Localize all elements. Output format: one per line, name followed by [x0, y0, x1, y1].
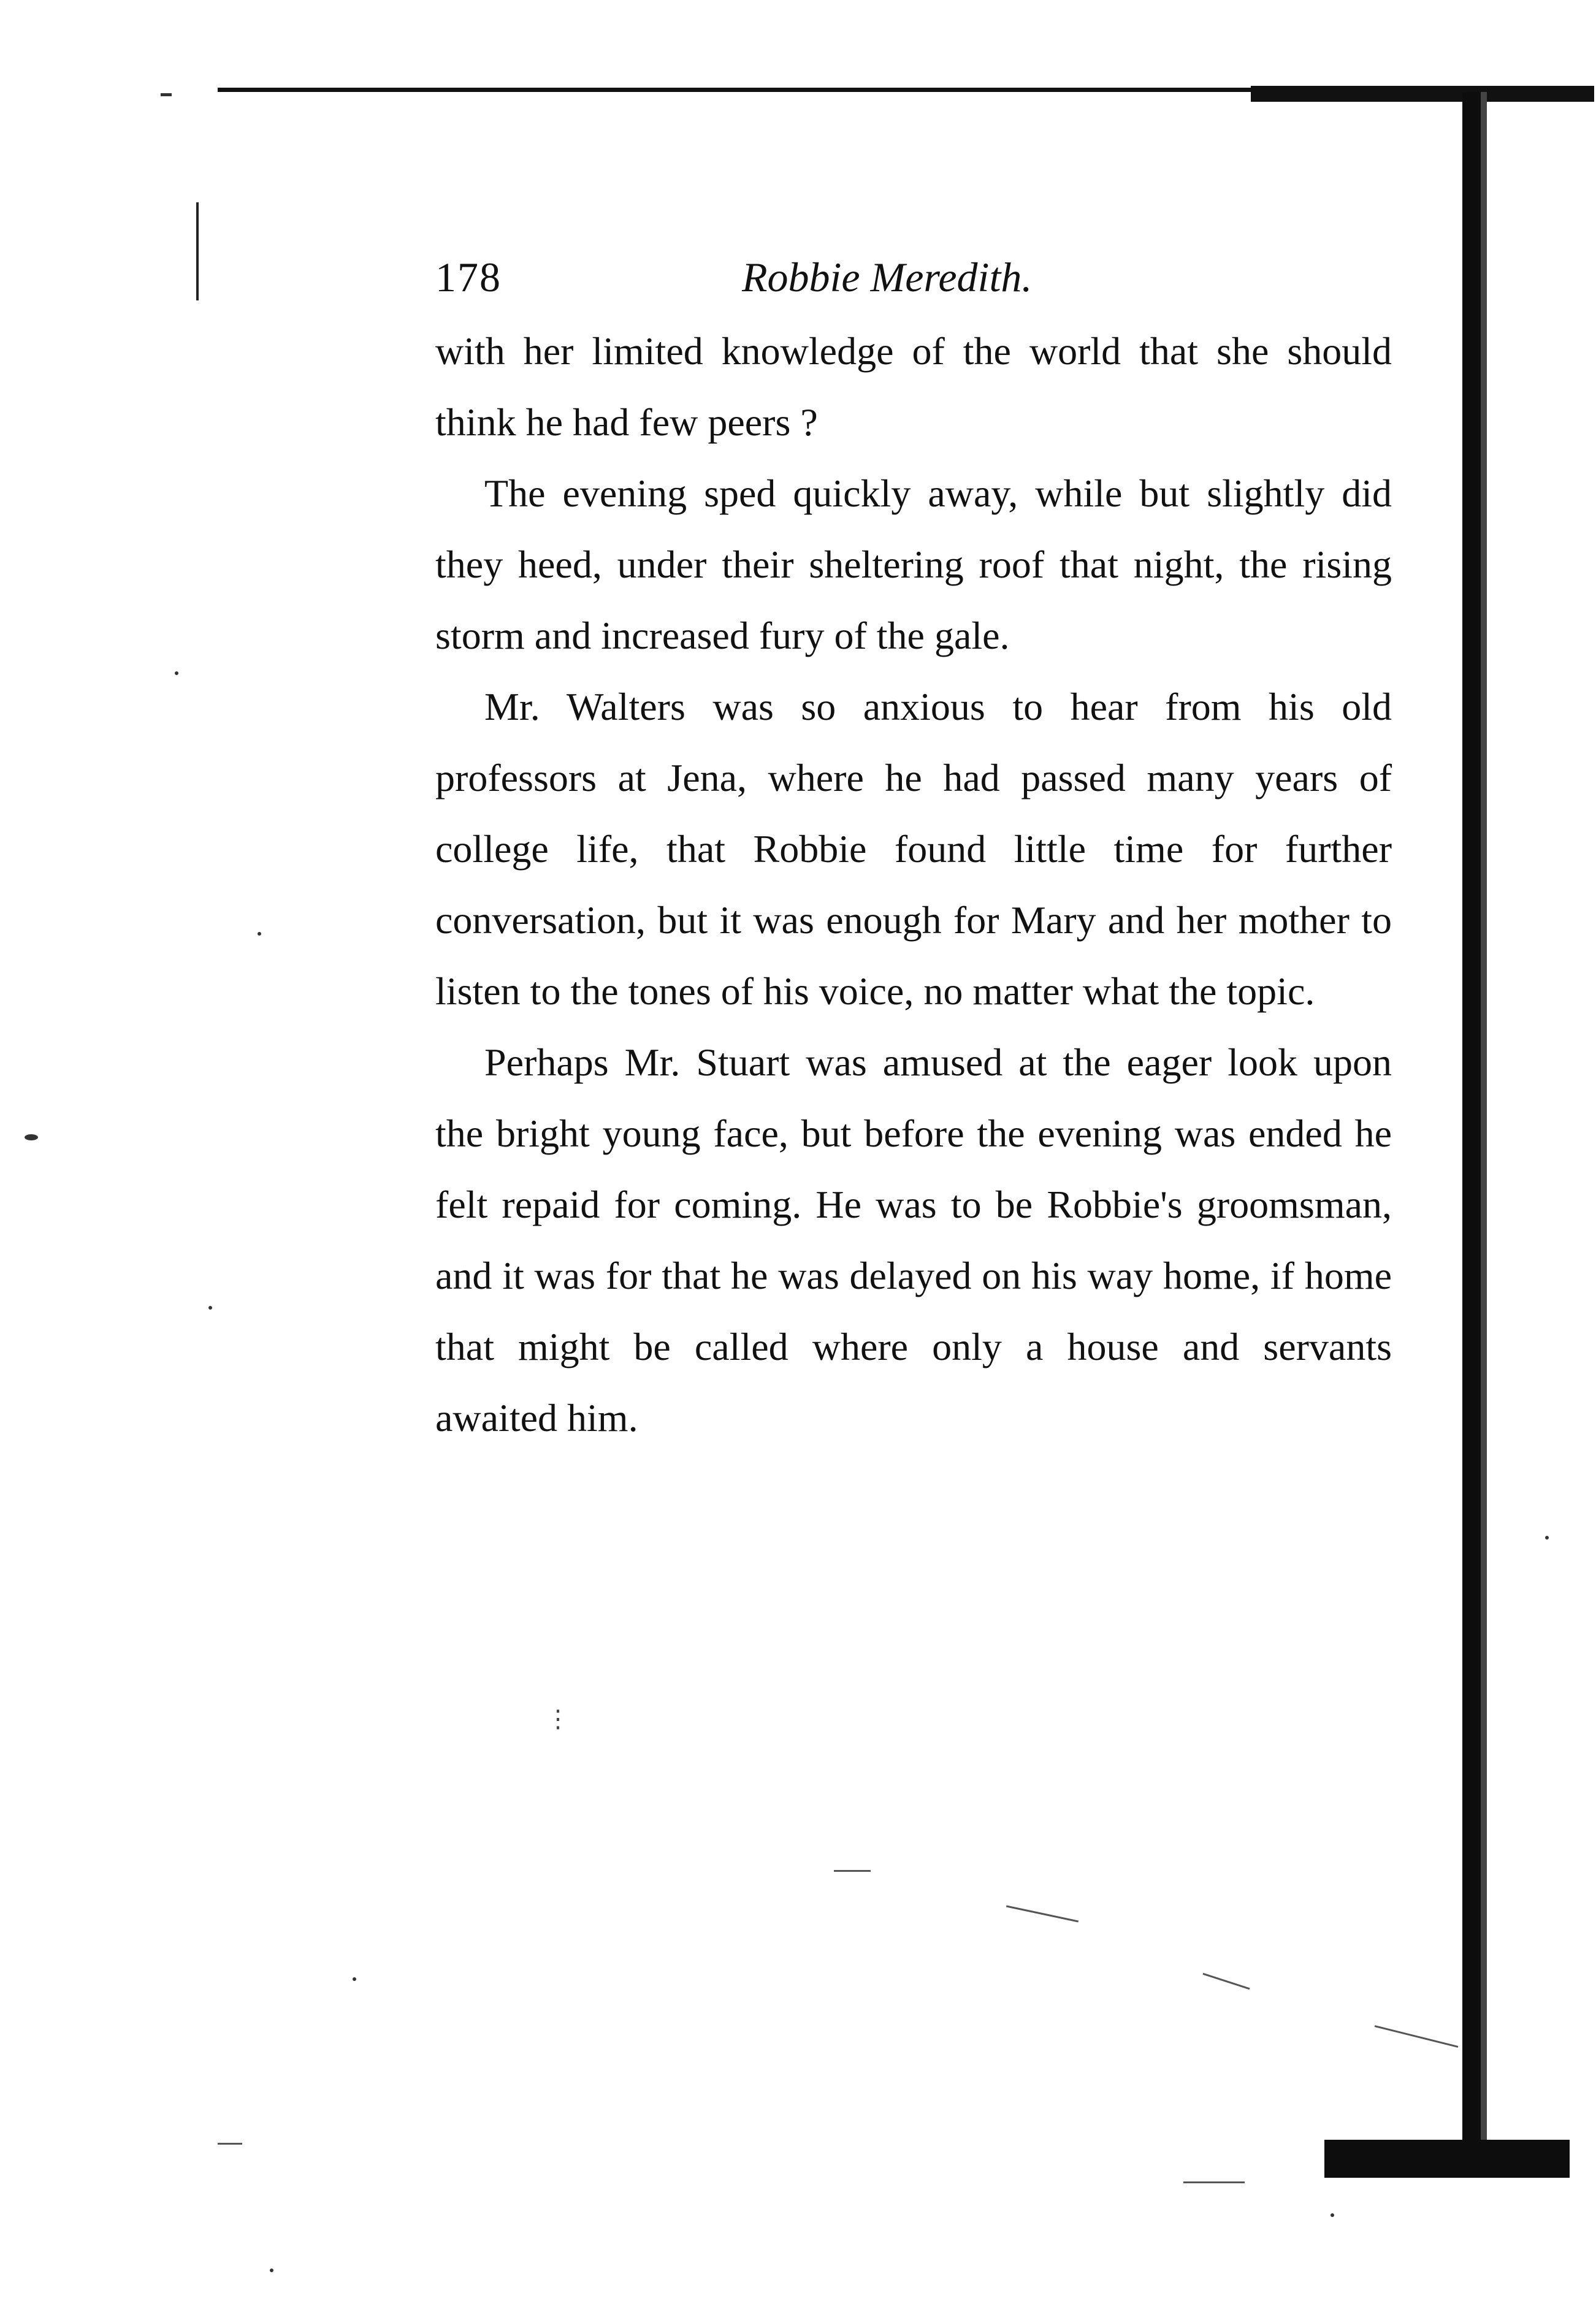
page-number: 178: [435, 254, 502, 300]
paragraph: Mr. Walters was so anxious to hear from his old professors at Jena, where he had passed many years of college life, that Robbie found little time for further conversation, but it was enough for Mary and her mother to listen to the tones of his voice, no matter what the topic.: [435, 685, 1392, 1013]
page-header: [435, 242, 1392, 316]
scan-dash: [1375, 2025, 1459, 2048]
binding-spine-shadow: [1481, 92, 1487, 2140]
paragraph: The evening sped quickly away, while but slightly did they heed, under their sheltering roof that night, the rising storm and increased fury of the gale.: [435, 471, 1392, 657]
book-page: [435, 242, 1392, 1454]
scan-dash: [1006, 1906, 1079, 1923]
scan-dash: [834, 1870, 871, 1872]
body-text: [435, 316, 1392, 1454]
running-title: Robbie Meredith.: [742, 254, 1033, 300]
scan-mark: [196, 202, 199, 300]
scan-speck: [208, 1306, 212, 1310]
scan-dash: [218, 2143, 242, 2145]
scan-speck: [1545, 1536, 1549, 1540]
scan-dash: [1202, 1973, 1250, 1990]
scan-speck: [270, 2269, 273, 2272]
scan-dash: [1183, 2181, 1245, 2183]
bottom-border-block: [1324, 2140, 1570, 2178]
paragraph: Perhaps Mr. Stuart was amused at the eager look upon the bright young face, but before the evening was ended he felt repaid for coming. He was to be Robbie's groomsman, and it was for that he was delayed on his way home, if home that might be called where only a house and servants awaited him.: [435, 1040, 1392, 1440]
scan-speck: [258, 932, 261, 936]
scan-speck: [175, 671, 178, 675]
scan-speck: [353, 1977, 356, 1981]
scan-mark: ⋮: [546, 1705, 570, 1733]
binding-spine: [1462, 92, 1481, 2140]
scan-speck: [1331, 2213, 1334, 2217]
paragraph: with her limited knowledge of the world that she should think he had few peers ?: [435, 329, 1392, 444]
scan-speck: [25, 1134, 38, 1140]
scan-mark: [161, 93, 172, 96]
top-border-rule-thick: [1251, 86, 1594, 102]
